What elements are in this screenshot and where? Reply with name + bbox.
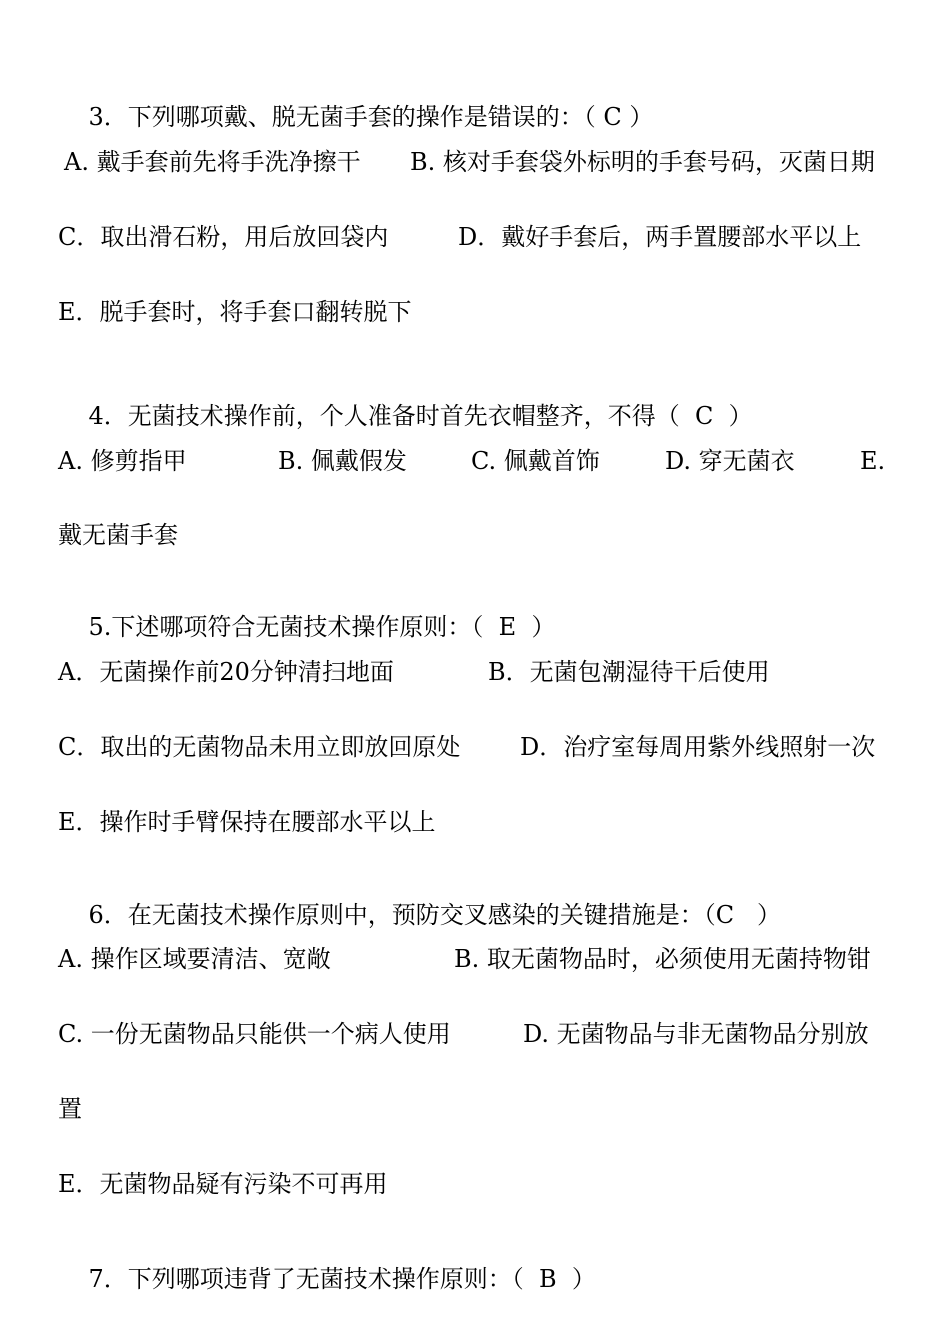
option-b: B. 取无菌物品时，必须使用无菌持物钳 xyxy=(454,945,871,973)
option-d: D. 穿无菌衣 xyxy=(665,447,795,475)
option-d: D．治疗室每周用紫外线照射一次 xyxy=(520,733,876,761)
option-b: B. 佩戴假发 xyxy=(278,447,407,475)
question-stem-text: 3．下列哪项戴、脱无菌手套的操作是错误的：（ C ） xyxy=(88,103,654,131)
option-a: A. 操作区域要清洁、宽敞 xyxy=(58,945,331,973)
option-c: C．取出的无菌物品未用立即放回原处 xyxy=(58,733,461,761)
option-e: E．无菌物品疑有污染不可再用 xyxy=(58,1170,388,1198)
option-e: E. xyxy=(860,447,886,475)
question-stem-text: 7．下列哪项违背了无菌技术操作原则：（ B ） xyxy=(88,1265,596,1293)
option-c: C．取出滑石粉，用后放回袋内 xyxy=(58,223,389,251)
option-c: C. 佩戴首饰 xyxy=(471,447,600,475)
option-e: E．脱手套时，将手套口翻转脱下 xyxy=(58,298,412,326)
option-e-continued: 戴无菌手套 xyxy=(58,521,178,549)
option-b: B．无菌包潮湿待干后使用 xyxy=(488,658,770,686)
question-stem-text: 6．在无菌技术操作原则中，预防交叉感染的关键措施是：（C ） xyxy=(88,901,782,929)
question-7-stem xyxy=(58,1234,898,1324)
option-d-continued: 置 xyxy=(58,1095,82,1123)
option-a: A. 戴手套前先将手洗净擦干 xyxy=(64,148,361,176)
option-e: E．操作时手臂保持在腰部水平以上 xyxy=(58,808,436,836)
option-a: A. 修剪指甲 xyxy=(58,447,187,475)
option-d: D．戴好手套后，两手置腰部水平以上 xyxy=(458,223,862,251)
option-d: D. 无菌物品与非无菌物品分别放 xyxy=(523,1020,869,1048)
option-c: C. 一份无菌物品只能供一个病人使用 xyxy=(58,1020,451,1048)
question-stem-text: 5.下述哪项符合无菌技术操作原则：（ E ） xyxy=(88,613,556,641)
option-b: B. 核对手套袋外标明的手套号码，灭菌日期 xyxy=(410,148,875,176)
option-a: A．无菌操作前20分钟清扫地面 xyxy=(58,658,394,686)
question-stem-text: 4．无菌技术操作前，个人准备时首先衣帽整齐，不得（ C ） xyxy=(88,402,753,430)
